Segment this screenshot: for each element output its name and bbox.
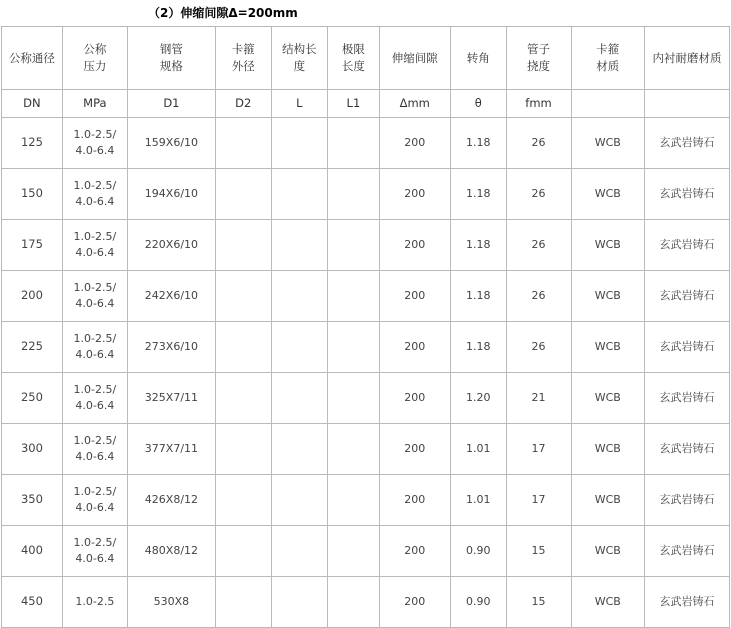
- header-line: 长度: [341, 59, 365, 73]
- cell-deflection: 26: [506, 271, 571, 322]
- cell-limit-len: [328, 577, 379, 628]
- header-cell-pipe-deflection: [506, 27, 571, 90]
- cell-angle: 1.01: [450, 424, 506, 475]
- cell-deflection: 21: [506, 373, 571, 424]
- cell-liner-material: 玄武岩铸石: [644, 271, 729, 322]
- cell-limit-len: [328, 526, 379, 577]
- cell-limit-len: [328, 424, 379, 475]
- table-row: [2, 526, 730, 577]
- header-line: 极限: [341, 42, 365, 57]
- header-cell-nominal-pressure: [62, 27, 127, 90]
- cell-deflection: 17: [506, 475, 571, 526]
- cell-dn: 150: [2, 169, 63, 220]
- cell-dn: 200: [2, 271, 63, 322]
- cell-struct-len: [271, 577, 328, 628]
- cell-clamp-od: [215, 169, 271, 220]
- cell-deflection: 15: [506, 526, 571, 577]
- symbol-cell-dn: DN: [2, 90, 63, 118]
- header-line: 结构长: [282, 42, 317, 57]
- cell-angle: 1.18: [450, 169, 506, 220]
- cell-liner-material: 玄武岩铸石: [644, 424, 729, 475]
- cell-pipe-spec: 159X6/10: [127, 118, 215, 169]
- cell-limit-len: [328, 220, 379, 271]
- cell-clamp-material: WCB: [571, 271, 644, 322]
- cell-deflection: 17: [506, 424, 571, 475]
- header-cell-structure-length: [271, 27, 328, 90]
- table-row: [2, 373, 730, 424]
- table-symbol-row: [2, 90, 730, 118]
- cell-line: 4.0-6.4: [75, 552, 115, 565]
- symbol-cell-mpa: MPa: [62, 90, 127, 118]
- cell-line: 1.0-2.5/: [73, 179, 117, 193]
- header-line: 度: [293, 59, 306, 73]
- cell-deflection: 26: [506, 322, 571, 373]
- cell-limit-len: [328, 475, 379, 526]
- table-row: [2, 577, 730, 628]
- cell-limit-len: [328, 322, 379, 373]
- cell-gap: 200: [379, 577, 450, 628]
- symbol-cell-d1: D1: [127, 90, 215, 118]
- cell-line: 4.0-6.4: [75, 144, 115, 157]
- cell-dn: 400: [2, 526, 63, 577]
- table-row: [2, 424, 730, 475]
- cell-clamp-material: WCB: [571, 118, 644, 169]
- cell-line: 1.0-2.5/: [73, 332, 117, 346]
- cell-dn: 450: [2, 577, 63, 628]
- table-header-row: [2, 27, 730, 90]
- cell-line: 4.0-6.4: [75, 501, 115, 514]
- cell-pressure: [62, 475, 127, 526]
- cell-line: 1.0-2.5/: [73, 383, 117, 397]
- cell-clamp-material: WCB: [571, 373, 644, 424]
- cell-pressure: [62, 169, 127, 220]
- cell-pipe-spec: 220X6/10: [127, 220, 215, 271]
- table-row: [2, 271, 730, 322]
- cell-struct-len: [271, 118, 328, 169]
- cell-pressure: [62, 526, 127, 577]
- table-body: [2, 27, 730, 628]
- cell-angle: 1.20: [450, 373, 506, 424]
- cell-limit-len: [328, 271, 379, 322]
- table-caption: （2）伸缩间隙Δ=200mm: [148, 6, 298, 20]
- symbol-cell-clamp-material: [571, 90, 644, 118]
- cell-pipe-spec: 194X6/10: [127, 169, 215, 220]
- cell-dn: 225: [2, 322, 63, 373]
- header-line: 转角: [466, 50, 490, 65]
- cell-pressure: [62, 220, 127, 271]
- header-cell-clamp-od: [215, 27, 271, 90]
- cell-line: 1.0-2.5/: [73, 434, 117, 448]
- header-cell-liner-material: [644, 27, 729, 90]
- table-row: [2, 169, 730, 220]
- header-cell-rotation-angle: [450, 27, 506, 90]
- symbol-cell-delta-mm: Δmm: [379, 90, 450, 118]
- cell-clamp-material: WCB: [571, 169, 644, 220]
- cell-clamp-od: [215, 475, 271, 526]
- cell-line: 4.0-6.4: [75, 348, 115, 361]
- cell-clamp-od: [215, 322, 271, 373]
- header-cell-nominal-diameter: [2, 27, 63, 90]
- cell-struct-len: [271, 169, 328, 220]
- cell-angle: 1.18: [450, 220, 506, 271]
- cell-angle: 1.01: [450, 475, 506, 526]
- cell-gap: 200: [379, 322, 450, 373]
- cell-liner-material: 玄武岩铸石: [644, 169, 729, 220]
- cell-line: 4.0-6.4: [75, 399, 115, 412]
- header-line: 公称通径: [8, 50, 55, 65]
- header-cell-expansion-gap: [379, 27, 450, 90]
- cell-deflection: 15: [506, 577, 571, 628]
- table-row: [2, 220, 730, 271]
- cell-line: 4.0-6.4: [75, 450, 115, 463]
- cell-line: 1.0-2.5: [75, 595, 115, 609]
- cell-clamp-od: [215, 118, 271, 169]
- cell-clamp-material: WCB: [571, 322, 644, 373]
- cell-clamp-material: WCB: [571, 577, 644, 628]
- cell-pipe-spec: 242X6/10: [127, 271, 215, 322]
- header-cell-limit-length: [328, 27, 379, 90]
- cell-deflection: 26: [506, 118, 571, 169]
- cell-struct-len: [271, 526, 328, 577]
- cell-clamp-od: [215, 424, 271, 475]
- cell-limit-len: [328, 169, 379, 220]
- cell-clamp-od: [215, 526, 271, 577]
- cell-clamp-od: [215, 220, 271, 271]
- cell-pipe-spec: 426X8/12: [127, 475, 215, 526]
- cell-clamp-material: WCB: [571, 220, 644, 271]
- cell-dn: 175: [2, 220, 63, 271]
- cell-struct-len: [271, 271, 328, 322]
- symbol-cell-fmm: fmm: [506, 90, 571, 118]
- symbol-cell-d2: D2: [215, 90, 271, 118]
- cell-line: 1.0-2.5/: [73, 485, 117, 499]
- cell-line: 4.0-6.4: [75, 246, 115, 259]
- cell-gap: 200: [379, 220, 450, 271]
- cell-clamp-material: WCB: [571, 424, 644, 475]
- header-line: 挠度: [527, 59, 551, 73]
- symbol-cell-l: L: [271, 90, 328, 118]
- cell-dn: 125: [2, 118, 63, 169]
- table-row: [2, 475, 730, 526]
- table-row: [2, 322, 730, 373]
- cell-struct-len: [271, 373, 328, 424]
- cell-gap: 200: [379, 373, 450, 424]
- cell-liner-material: 玄武岩铸石: [644, 220, 729, 271]
- cell-line: 4.0-6.4: [75, 297, 115, 310]
- cell-angle: 1.18: [450, 118, 506, 169]
- cell-dn: 350: [2, 475, 63, 526]
- header-line: 钢管: [159, 42, 183, 57]
- table-row: [2, 118, 730, 169]
- cell-gap: 200: [379, 424, 450, 475]
- cell-deflection: 26: [506, 169, 571, 220]
- cell-pressure: [62, 118, 127, 169]
- header-line: 内衬耐磨材质: [652, 50, 722, 65]
- cell-gap: 200: [379, 526, 450, 577]
- cell-gap: 200: [379, 475, 450, 526]
- cell-pressure: [62, 577, 127, 628]
- header-cell-pipe-spec: [127, 27, 215, 90]
- cell-dn: 250: [2, 373, 63, 424]
- cell-liner-material: 玄武岩铸石: [644, 577, 729, 628]
- cell-pressure: [62, 271, 127, 322]
- cell-pipe-spec: 480X8/12: [127, 526, 215, 577]
- cell-clamp-od: [215, 373, 271, 424]
- cell-pressure: [62, 373, 127, 424]
- cell-line: 1.0-2.5/: [73, 281, 117, 295]
- cell-gap: 200: [379, 271, 450, 322]
- cell-angle: 1.18: [450, 322, 506, 373]
- cell-liner-material: 玄武岩铸石: [644, 118, 729, 169]
- symbol-cell-l1: L1: [328, 90, 379, 118]
- cell-line: 1.0-2.5/: [73, 230, 117, 244]
- cell-dn: 300: [2, 424, 63, 475]
- cell-gap: 200: [379, 118, 450, 169]
- cell-struct-len: [271, 475, 328, 526]
- cell-clamp-material: WCB: [571, 526, 644, 577]
- header-line: 卡箍: [596, 42, 620, 57]
- cell-clamp-od: [215, 271, 271, 322]
- cell-struct-len: [271, 424, 328, 475]
- header-line: 外径: [231, 59, 255, 73]
- header-line: 公称: [83, 42, 107, 57]
- header-line: 压力: [83, 59, 107, 73]
- cell-limit-len: [328, 373, 379, 424]
- cell-gap: 200: [379, 169, 450, 220]
- cell-struct-len: [271, 322, 328, 373]
- header-line: 规格: [159, 59, 183, 73]
- cell-pipe-spec: 377X7/11: [127, 424, 215, 475]
- cell-liner-material: 玄武岩铸石: [644, 322, 729, 373]
- header-line: 伸缩间隙: [391, 50, 438, 65]
- specification-table: [1, 26, 730, 628]
- symbol-cell-theta: θ: [450, 90, 506, 118]
- cell-pipe-spec: 530X8: [127, 577, 215, 628]
- symbol-cell-liner-material: [644, 90, 729, 118]
- cell-liner-material: 玄武岩铸石: [644, 475, 729, 526]
- cell-clamp-material: WCB: [571, 475, 644, 526]
- cell-deflection: 26: [506, 220, 571, 271]
- cell-clamp-od: [215, 577, 271, 628]
- cell-pipe-spec: 273X6/10: [127, 322, 215, 373]
- cell-angle: 0.90: [450, 577, 506, 628]
- header-line: 管子: [527, 42, 551, 57]
- cell-liner-material: 玄武岩铸石: [644, 526, 729, 577]
- cell-angle: 1.18: [450, 271, 506, 322]
- header-cell-clamp-material: [571, 27, 644, 90]
- cell-pipe-spec: 325X7/11: [127, 373, 215, 424]
- cell-angle: 0.90: [450, 526, 506, 577]
- cell-line: 1.0-2.5/: [73, 536, 117, 550]
- cell-limit-len: [328, 118, 379, 169]
- cell-pressure: [62, 424, 127, 475]
- header-line: 材质: [596, 59, 620, 73]
- cell-liner-material: 玄武岩铸石: [644, 373, 729, 424]
- cell-line: 4.0-6.4: [75, 195, 115, 208]
- cell-pressure: [62, 322, 127, 373]
- cell-line: 1.0-2.5/: [73, 128, 117, 142]
- header-line: 卡箍: [231, 42, 255, 57]
- cell-struct-len: [271, 220, 328, 271]
